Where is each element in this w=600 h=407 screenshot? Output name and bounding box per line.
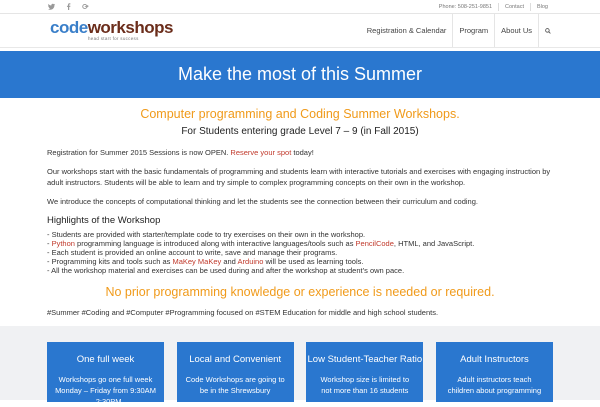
main-content [47,98,553,318]
highlights-heading: Highlights of the Workshop [47,215,161,226]
hashtags-text: #Summer #Coding and #Computer #Programming focused on #STEM Education for middle and high school students. [47,308,439,317]
makey-makey-link[interactable]: MaKey MaKey [172,257,222,266]
main-nav [361,14,556,47]
card-body: Workshop size is limited to not more than 16 students [320,375,410,395]
list-text: and [221,257,238,266]
grade-subheading: For Students entering grade Level 7 – 9 (in Fall 2015) [181,126,419,137]
feature-card-ratio[interactable] [306,342,423,402]
logo-code-text: code [50,17,88,37]
card-body: Adult instructors teach children about programming [447,375,542,395]
feature-card-instructors[interactable] [436,342,553,402]
python-link[interactable]: Python [51,239,75,248]
registration-text [47,147,553,158]
list-item [47,239,553,248]
list-text: - Programming kits and tools such as [47,257,173,266]
list-text: will be used as learning tools. [263,257,364,266]
registration-tail: today! [291,148,314,157]
card-title: One full week [76,354,135,365]
card-title: Adult Instructors [460,354,529,365]
list-item: - Students are provided with starter/template code to try exercises on their own in the workshop. [47,230,366,239]
list-text: programming language is introduced along with interactive languages/tools such as [74,239,356,248]
facebook-icon[interactable] [65,3,72,10]
card-title: Low Student-Teacher Ratio [307,354,423,365]
blog-link[interactable]: Blog [530,3,554,11]
twitter-icon[interactable] [48,3,55,10]
top-bar [0,0,600,14]
nav-about-us[interactable]: About Us [494,14,538,47]
card-title: Local and Convenient [189,354,282,365]
social-links [48,3,89,10]
top-links [433,3,554,11]
nav-program[interactable]: Program [452,14,494,47]
feature-card-local[interactable] [177,342,294,402]
logo-tagline: head start for success [88,35,139,41]
highlights-list [47,230,553,275]
site-header [0,14,600,48]
workshops-heading: Computer programming and Coding Summer Workshops. [140,107,460,121]
search-icon[interactable] [538,14,556,47]
list-text: - [47,239,52,248]
google-plus-icon[interactable] [82,3,89,10]
hero-banner [0,51,600,98]
card-body: Code Workshops are going to be in the Shrewsbury [185,375,285,395]
list-item: - Each student is provided an online account to write, save and manage their programs. [47,248,338,257]
no-prior-knowledge-heading: No prior programming knowledge or experience is needed or required. [105,285,495,299]
reserve-spot-link[interactable]: Reserve your spot [230,148,292,157]
banner-title: Make the most of this Summer [177,64,423,84]
card-body: Workshops go one full week Monday – Friday from 9:30AM – 2:30PM [55,375,156,406]
list-text: , HTML, and JavaScript. [393,239,475,248]
registration-lead: Registration for Summer 2015 Sessions is now OPEN. [47,148,231,157]
intro-paragraph: Our workshops start with the basic fundamentals of programming and students learn with interactive tutorials and exercises with engaging instruction by adult instructors. Students will be able to learn and try simple to complex programming concepts on their own in the workshop. [47,167,551,187]
logo-workshops-text: workshops [87,17,173,37]
list-item: - All the workshop material and exercises can be used during and after the workshop at student’s own pace. [47,266,405,275]
contact-link[interactable]: Contact [498,3,530,11]
list-item [47,257,553,266]
phone-number: Phone: 508-251-9851 [438,3,493,10]
arduino-link[interactable]: Arduino [237,257,264,266]
feature-cards [47,342,553,406]
pencilcode-link[interactable]: PencilCode [355,239,394,248]
site-logo[interactable] [50,17,173,42]
nav-registration-calendar[interactable]: Registration & Calendar [366,26,447,35]
feature-card-full-week[interactable] [47,342,164,406]
computational-thinking-paragraph: We introduce the concepts of computational thinking and let the students see the connection between their curriculum and coding. [47,197,478,206]
